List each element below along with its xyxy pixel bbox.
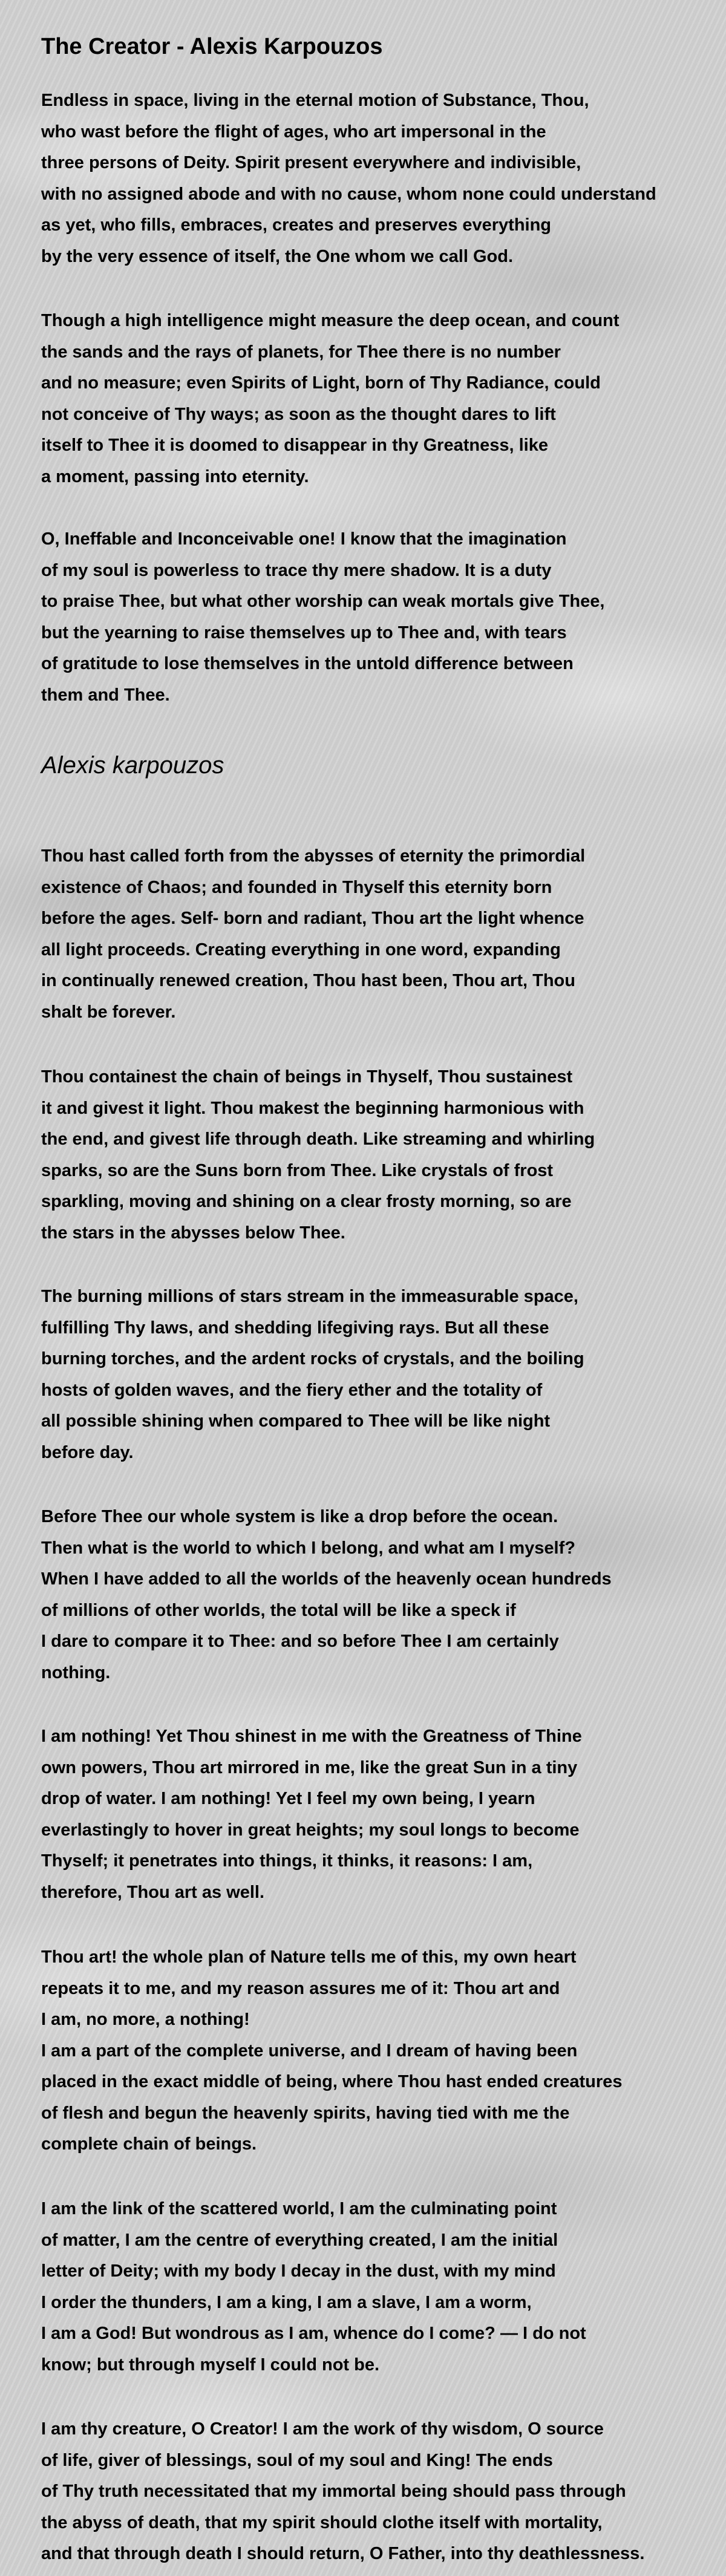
stanza-2: Though a high intelligence might measure the deep ocean, and count the sands and the rays of planets, for Thee there is no number and no measure; even Spirits of Light, born of Thy Radiance, could not conceive of Thy ways; as soon as the thought dares to lift itself to Thee it is doomed to disappear in thy Greatness, like a moment, passing into eternity. <box>41 311 620 486</box>
stanza-10: I am the link of the scattered world, I am the culminating point of matter, I am the centre of everything created, I am the initial letter of Deity; with my body I decay in the dust, with my mind I order the thunders, I am a king, I am a slave, I am a worm, I am a God! But wondrous as I am, whence do I come? — I do not know; but through myself I could not be. <box>41 2199 586 2375</box>
stanza-6: The burning millions of stars stream in the immeasurable space, fulfilling Thy laws, and shedding lifegiving rays. But all these burning torches, and the ardent rocks of crystals, and the boiling hosts of golden waves, and the fiery ether and the totality of all possible shining when compared to Thee will be like night before day. <box>41 1287 584 1462</box>
stanza-3: O, Ineffable and Inconceivable one! I know that the imagination of my soul is powerless to trace thy mere shadow. It is a duty to praise Thee, but what other worship can weak mortals give Thee, but the yearning to raise themselves up to Thee and, with tears of gratitude to lose themselves in the untold difference between them and Thee. <box>41 529 605 705</box>
stanza-7: Before Thee our whole system is like a drop before the ocean. Then what is the world to which I belong, and what am I myself? When I have added to all the worlds of the heavenly ocean hundreds of millions of other worlds, the total will be like a speck if I dare to compare it to Thee: and so before Thee I am certainly nothing. <box>41 1507 612 1682</box>
poem-title: The Creator - Alexis Karpouzos <box>41 34 383 59</box>
stanza-8: I am nothing! Yet Thou shinest in me with the Greatness of Thine own powers, Thou art mirrored in me, like the great Sun in a tiny drop of water. I am nothing! Yet I feel my own being, I yearn everlastingly to hover in great heights; my soul longs to become Thyself; it penetrates into things, it thinks, it reasons: I am, therefore, Thou art as well. <box>41 1727 582 1902</box>
stanza-1: Endless in space, living in the eternal motion of Substance, Thou, who wast before the flight of ages, who art impersonal in the three persons of Deity. Spirit present everywhere and indivisible, with no assigned abode and with no cause, whom none could understand as yet, who fills, embraces, creates and preserves everything by the very essence of itself, the One whom we call God. <box>41 91 656 266</box>
author-signature: Alexis karpouzos <box>41 752 224 779</box>
stanza-11: I am thy creature, O Creator! I am the work of thy wisdom, O source of life, giver of blessings, soul of my soul and King! The ends of Thy truth necessitated that my immortal being should pass through the abyss of death, that my spirit should clothe itself with mortality, and that through death I should return, O Father, into thy deathlessness. <box>41 2419 645 2563</box>
stanza-5: Thou containest the chain of beings in Thyself, Thou sustainest it and givest it light. Thou makest the beginning harmonious with the end, and givest life through death. Like streaming and whirling sparks, so are the Suns born from Thee. Like crystals of frost sparkling, moving and shining on a clear frosty morning, so are the stars in the abysses below Thee. <box>41 1067 595 1243</box>
stanza-4: Thou hast called forth from the abysses of eternity the primordial existence of Chaos; and founded in Thyself this eternity born before the ages. Self- born and radiant, Thou art the light whence all light proceeds. Creating everything in one word, expanding in continually renewed creation, Thou hast been, Thou art, Thou shalt be forever. <box>41 846 586 1022</box>
stanza-9: Thou art! the whole plan of Nature tells me of this, my own heart repeats it to me, and my reason assures me of it: Thou art and I am, no more, a nothing! I am a part of the complete universe, and I dream of having been placed in the exact middle of being, where Thou hast ended creatures of flesh and begun the heavenly spirits, having tied with me the complete chain of beings. <box>41 1947 623 2154</box>
